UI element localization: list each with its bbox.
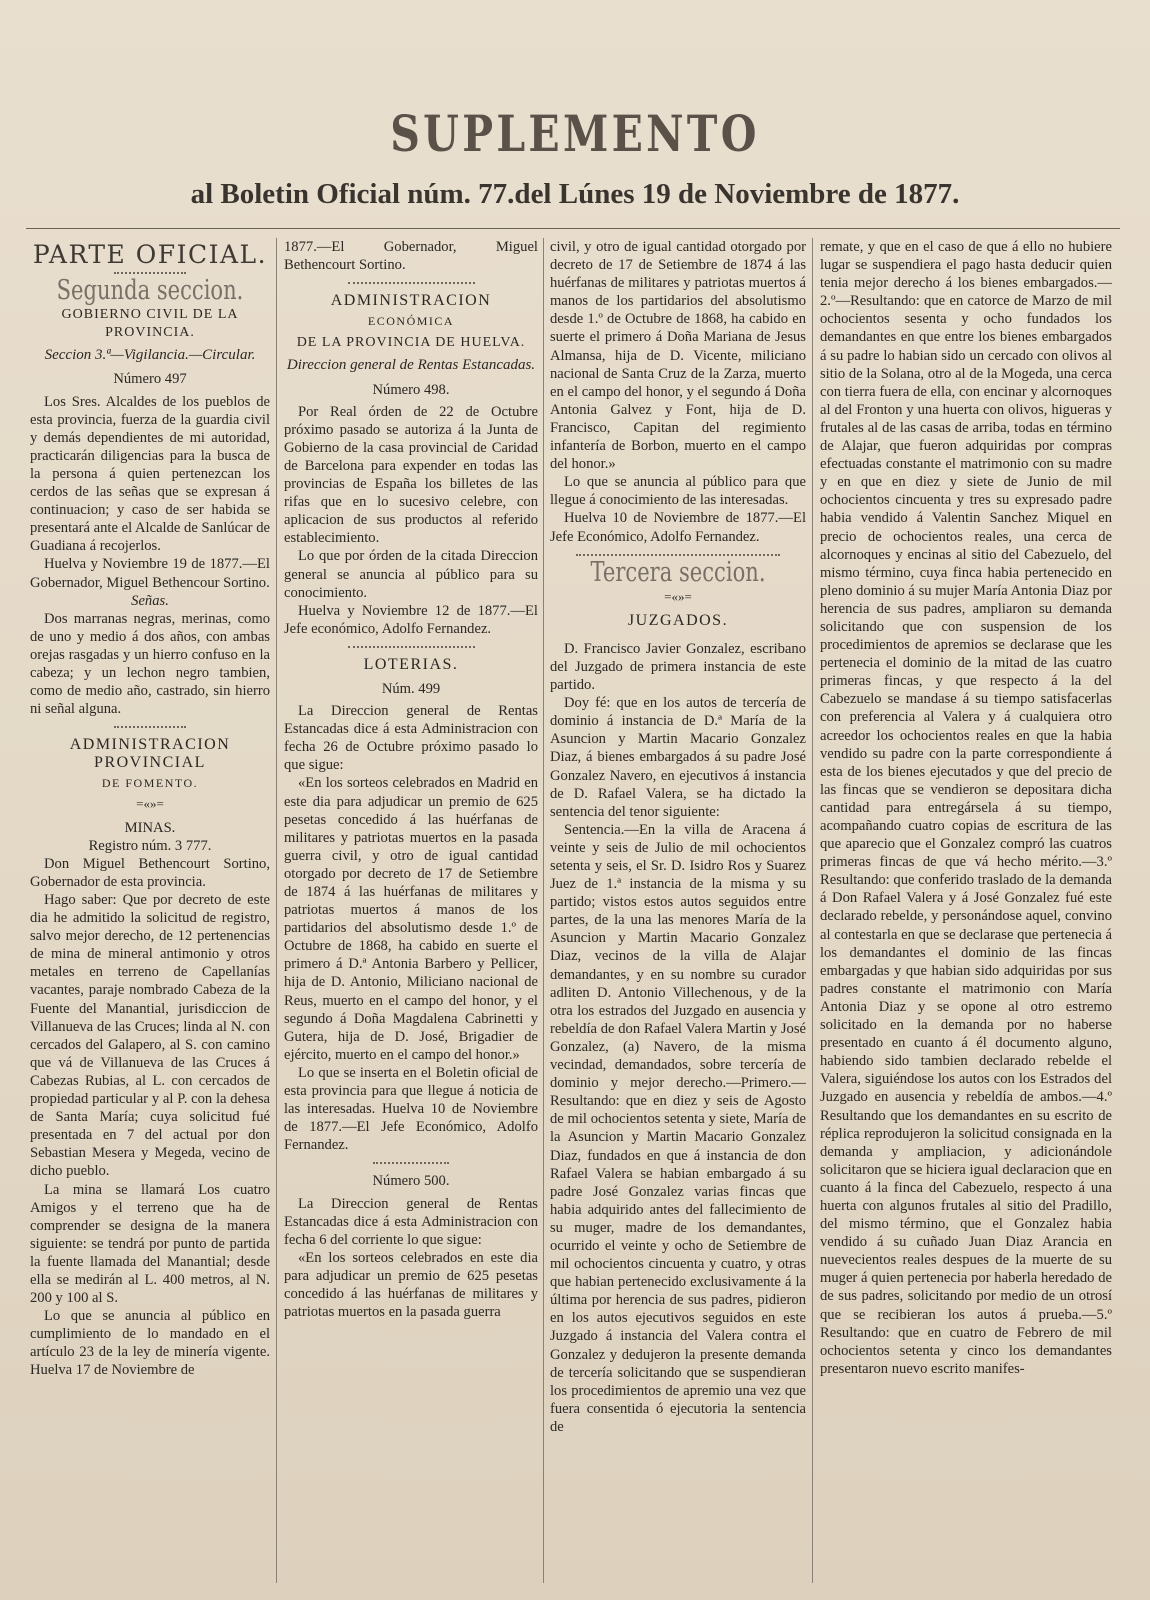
paragraph: La Direccion general de Rentas Estancadas dice á esta Administracion con fecha 6 del corriente lo que sigue: — [284, 1195, 538, 1248]
masthead — [0, 0, 1150, 230]
numero-500: Número 500. — [372, 1173, 450, 1190]
numero-498: Número 498. — [372, 381, 450, 398]
paragraph: Huelva y Noviembre 12 de 1877.—El Jefe económico, Adolfo Fernandez. — [284, 602, 538, 637]
ornament-rule — [348, 646, 475, 648]
ornament-rule — [114, 272, 186, 274]
paragraph: Lo que se inserta en el Boletin oficial de esta provincia para que llegue á noticia de las interesadas. Huelva 10 de Noviembre de 1877.—El Jefe Económico, Adolfo Fernandez. — [284, 1064, 538, 1154]
column-separator — [543, 238, 544, 1583]
paragraph: Sentencia.—En la villa de Aracena á veinte y seis de Julio de mil ochocientos setenta y seis, el Sr. D. Isidro Ros y Suarez Juez de 1.ª instancia de la misma y su partido; vistos estos autos seguidos entre partes, de la una las menores María de la Asuncion y Martin Macario Gonzalez Diaz, vecinos de la villa de Alajar demandantes, y en su nombre su curador adliten D. Antonio Villechenous, y de la otra los estrados del Juzgado en ausencia y rebeldía de don Rafael Valera Martin y José Gonzalez, (a) Navero, de la misma vecindad, demandados, sobre tercería de dominio y mejor derecho.—Primero.—Resultando: que en diez y seis de Agosto de mil ochocientos setenta y siete, María de la Asuncion y Martin Macario Gonzalez Diaz, fundados en que á instancia de don Rafael Valera se habian embargado á su padre José Gonzalez varias fincas que habia adquirido antes del fallecimiento de su muger, madre de los demandantes, ocurrido el veinte y ocho de Setiembre de mil ochocientos cincuenta y cuatro, y otras que habian pertenecido exclusivamente á la última por herencia de sus padres, pidieron en los autos ejecutivos seguidos en este Juzgado á instancia del Valera contra el Gonzalez y dedujeron la presente demanda de tercería solicitando que se suspendieran los procedimientos de apremio una vez que fuera consentida ó ejecutoria la sentencia de — [550, 821, 806, 1435]
paragraph: Huelva 10 de Noviembre de 1877.—El Jefe Económico, Adolfo Fernandez. — [550, 510, 806, 545]
decorative-mark: =«»= — [664, 588, 692, 604]
paragraph: Lo que se anuncia al público en cumplimiento de lo mandado en el artículo 23 de la ley de minería vigente. Huelva 17 de Noviembre de — [30, 1308, 270, 1379]
numero-499: Núm. 499 — [381, 680, 441, 697]
paragraph: Doy fé: que en los autos de tercería de dominio á instancia de D.ª María de la Asuncion y Martin Macario Gonzalez Diaz, á bienes embargados á su padre José Gonzalez Navero, en ejecutivos á instancia de D. Rafael Valera, se ha dictado la sentencia del tenor siguiente: — [550, 695, 806, 820]
loterias-heading: LOTERIAS. — [363, 655, 459, 673]
parte-oficial-heading: PARTE OFICIAL. — [32, 240, 268, 269]
vigilancia-subheading: Seccion 3.ª—Vigilancia.—Circular. — [44, 347, 256, 364]
paragraph: Don Miguel Bethencourt Sortino, Gobernador de esta provincia. — [30, 855, 270, 890]
juzgados-heading: JUZGADOS. — [627, 611, 729, 629]
fomento-heading: DE FOMENTO. — [101, 776, 199, 791]
column-1 — [30, 238, 270, 1588]
paragraph: «En los sorteos celebrados en Madrid en este dia para adjudicar un premio de 625 pesetas concedido á las huérfanas de militares y patriotas muertos en la pasada guerra civil, y otro de igual cantidad otorgado por decreto de 17 de Setiembre de 1874 á las huérfanas de militares y patriotas muertos á manos de los partidarios del absolutismo desde 1.º de Octubre de 1868, ha cabido en suerte el primero á D.ª Antonia Barbero y Pellicer, hija de D. Antonio, Miliciano nacional de Reus, muerto en el campo del honor, y el segundo á Doña Magdalena Cabrinetti y Gutera, hija de D. José, Brigadier de ejército, muerto en el campo del honor.» — [284, 775, 538, 1063]
paragraph: Dos marranas negras, merinas, como de uno y medio á dos años, con ambas orejas rasgadas y un hierro confuso en la cabeza; y un lechon negro tambien, como de medio año, castrado, sin hierro ni señal alguna. — [30, 610, 270, 718]
gobierno-heading: GOBIERNO CIVIL DE LA PROVINCIA. — [61, 307, 239, 341]
tercera-seccion-heading: Tercera seccion. — [590, 556, 766, 588]
ornament-rule — [114, 726, 186, 728]
ornament-rule — [576, 554, 781, 556]
paragraph: Hago saber: Que por decreto de este dia he admitido la solicitud de registro, salvo mejor derecho, de 12 pertenencias de mina de mineral antimonio y otros metales en terreno de Capellanías vacantes, paraje nombrado Cabeza de la Fuente del Manantial, jurisdiccion de Villanueva de las Cruces; linda al N. con cercados del Galapero, al S. con camino que vá de Villanueva de las Cruces á Cabezas Rubias, al L. con cercados de propiedad particular y al P. con la dehesa de Santa María; cuya solicitud fué presentada en 7 del actual por don Sebastian Mesera y Megeda, vecino de dicho pueblo. — [30, 892, 270, 1180]
paragraph: 1877.—El Gobernador, Miguel Bethencourt Sortino. — [284, 239, 538, 274]
paragraph: La Direccion general de Rentas Estancadas dice á esta Administracion con fecha 26 de Octubre próximo pasado lo que sigue: — [284, 703, 538, 774]
ornament-rule — [373, 1162, 449, 1164]
economica-heading: ECONÓMICA — [367, 314, 455, 329]
adm-fomento-heading: ADMINISTRACION PROVINCIAL — [69, 736, 231, 772]
senas-heading: Señas. — [131, 592, 169, 609]
column-2 — [284, 238, 538, 1588]
paragraph: La mina se llamará Los cuatro Amigos y el terreno que ha de comprender se designa de la manera siguiente: se tendrá por punto de partida la fuente llamada del Manantial; desde ella se medirán al L. 400 metros, al N. 200 y 100 al S. — [30, 1181, 270, 1307]
numero-497: Número 497 — [113, 371, 187, 388]
provincia-heading: DE LA PROVINCIA DE HUELVA. — [296, 335, 526, 351]
column-separator — [276, 238, 277, 1583]
minas-heading: MINAS. — [124, 819, 176, 836]
paragraph: Lo que se anuncia al público para que llegue á conocimiento de las interesadas. — [550, 474, 806, 509]
ornament-rule — [348, 282, 475, 284]
columns — [30, 238, 1120, 1588]
administracion-heading: ADMINISTRACION — [330, 292, 492, 310]
paragraph: Los Sres. Alcaldes de los pueblos de esta provincia, fuerza de la guardia civil y demás dependientes de mi autoridad, practicarán diligencias para la busca de la persona á quien pertenezcan los cerdos de las señas que se expresan á continuacion; y caso de ser habida se presentará ante el Alcalde de Sanlúcar de Guadiana á recojerlos. — [30, 393, 270, 555]
paragraph: Huelva y Noviembre 19 de 1877.—El Gobernador, Miguel Bethencour Sortino. — [30, 556, 270, 591]
registro-heading: Registro núm. 3 777. — [88, 837, 212, 854]
masthead-subtitle: al Boletin Oficial núm. 77.del Lúnes 19 de Noviembre de 1877. — [190, 178, 960, 210]
paragraph: remate, y que en el caso de que á ello no hubiere lugar se suspendiera el pago hasta deducir quien tenia mejor derecho á los bienes embargados.—2.º—Resultando: que en catorce de Marzo de mil ochocientos sesenta y ocho fundados los demandantes en que entre los bienes embargados á su padre lo habian sido un cercado con olivos al sitio de la Solana, otro al de la Mogeda, una cerca con tierra fuera de ella, con encinar y alcornoques al del Fronton y una huerta con olivos, higueras y frutales al de las casas de arriba, todas en término de Alajar, que fueron adquiridas por compras efectuadas constante el matrimonio con su madre y en que en diez y siete de Junio de mil ochocientos cincuenta y tres su expresado padre habia vendido á Valentin Sanchez Miquel en precio de ochocientos reales, una cerca de alcornoques y encinas al sitio del Cabezuelo, del mismo término, cuya finca habia pertenecido en pleno dominio á su mujer María Antonia Diaz por herencia de sus padres, ampliaron su demanda solicitando que con suspension de los procedimientos de apremios se declarase que les pertenecia el dominio de la mitad de las cuatro primeras fincas, y que respecto á la del Cabezuelo se mandase á su tiempo satisfacerlas con preferencia al Valera y á cualquiera otro acreedor los ochocientos reales en que la habia vendido su padre con la parte correspondiente á esta de los bienes ejecutados y que del precio de las fincas que se vendieron se depositara dicha cantidad para entregársela á su tiempo, acompañando cuatro copias de escritura de las que aparecio que el Gonzalez compró las cuatros primeras fincas de que vá hecho mérito.—3.º Resultando: que conferido traslado de la demanda á Don Rafael Valera y á José Gonzalez fué este declarado rebelde, y personándose aquel, convino al contestarla en que se declarase que pertenecia á los demandantes el dominio de las fincas embargadas y que habian sido adquiridas por sus padres constante el matrimonio con María Antonia Diaz y se opone al otro estremo solicitado en la demanda por no haberse presentado en cuanto á él documento alguno, habiendo sido tambien declarado rebelde el Valera, siguiéndose los autos con los Estrados del Juzgado en ausencia y rebeldía de ambos.—4.º Resultando que los demandantes en su escrito de réplica reprodujeron la solicitud consignada en la demanda y ampliacion, y adicionándole solicitaron que se hiciera igual declaracion que en cuanto á la finca del Cabezuelo, respecto á una huerta con algunos frutales al sitio del Pradillo, del mismo término, que el Gonzalez habia vendido á su cuñado Juan Diaz Arancia en nuevecientos reales despues de la muerte de su muger á quien pertenecia por haberla heredado de de sus padres, solicitando por medio de un otrosí que se recibieran los autos á prueba.—5.º Resultando: que en cuatro de Febrero de mil ochocientos setenta y cinco los demandantes presentaron nuevo escrito manifes- — [820, 239, 1112, 1377]
paragraph: Por Real órden de 22 de Octubre próximo pasado se autoriza á la Junta de Gobierno de la casa provincial de Caridad de Barcelona para expender en todas las provincias de España los billetes de las rifas que en lo sucesivo celebre, con aplicacion de sus productos al referido establecimiento. — [284, 403, 538, 547]
paragraph: D. Francisco Javier Gonzalez, escribano del Juzgado de primera instancia de este partido. — [550, 640, 806, 694]
direccion-heading: Direccion general de Rentas Estancadas. — [286, 357, 536, 374]
column-4 — [820, 238, 1112, 1588]
segunda-seccion-heading: Segunda seccion. — [56, 275, 244, 307]
masthead-title: SUPLEMENTO — [390, 104, 760, 163]
column-3 — [550, 238, 806, 1588]
masthead-rule — [26, 228, 1120, 229]
paragraph: civil, y otro de igual cantidad otorgado por decreto de 17 de Setiembre de 1874 á las huérfanas de militares y patriotas muertos á manos de los partidarios del absolutismo desde 1.º de Octubre de 1868, ha cabido en suerte el primero á Doña Mariana de Jesus Almansa, hija de D. Vicente, miliciano nacional de Santa Cruz de la Zarza, muerto en el campo del honor, y el segundo á Doña Antonia Galvez y Font, hija de D. Francisco, Capitan del regimiento infantería de Borbon, muerto en el campo del honor.» — [550, 239, 806, 473]
decorative-mark: =«»= — [136, 795, 164, 811]
column-separator — [812, 238, 813, 1583]
paragraph: Lo que por órden de la citada Direccion general se anuncia al público para su conocimiento. — [284, 548, 538, 601]
paragraph: «En los sorteos celebrados en este dia para adjudicar un premio de 625 pesetas concedido á las huérfanas de militares y patriotas muertos en la pasada guerra — [284, 1249, 538, 1321]
